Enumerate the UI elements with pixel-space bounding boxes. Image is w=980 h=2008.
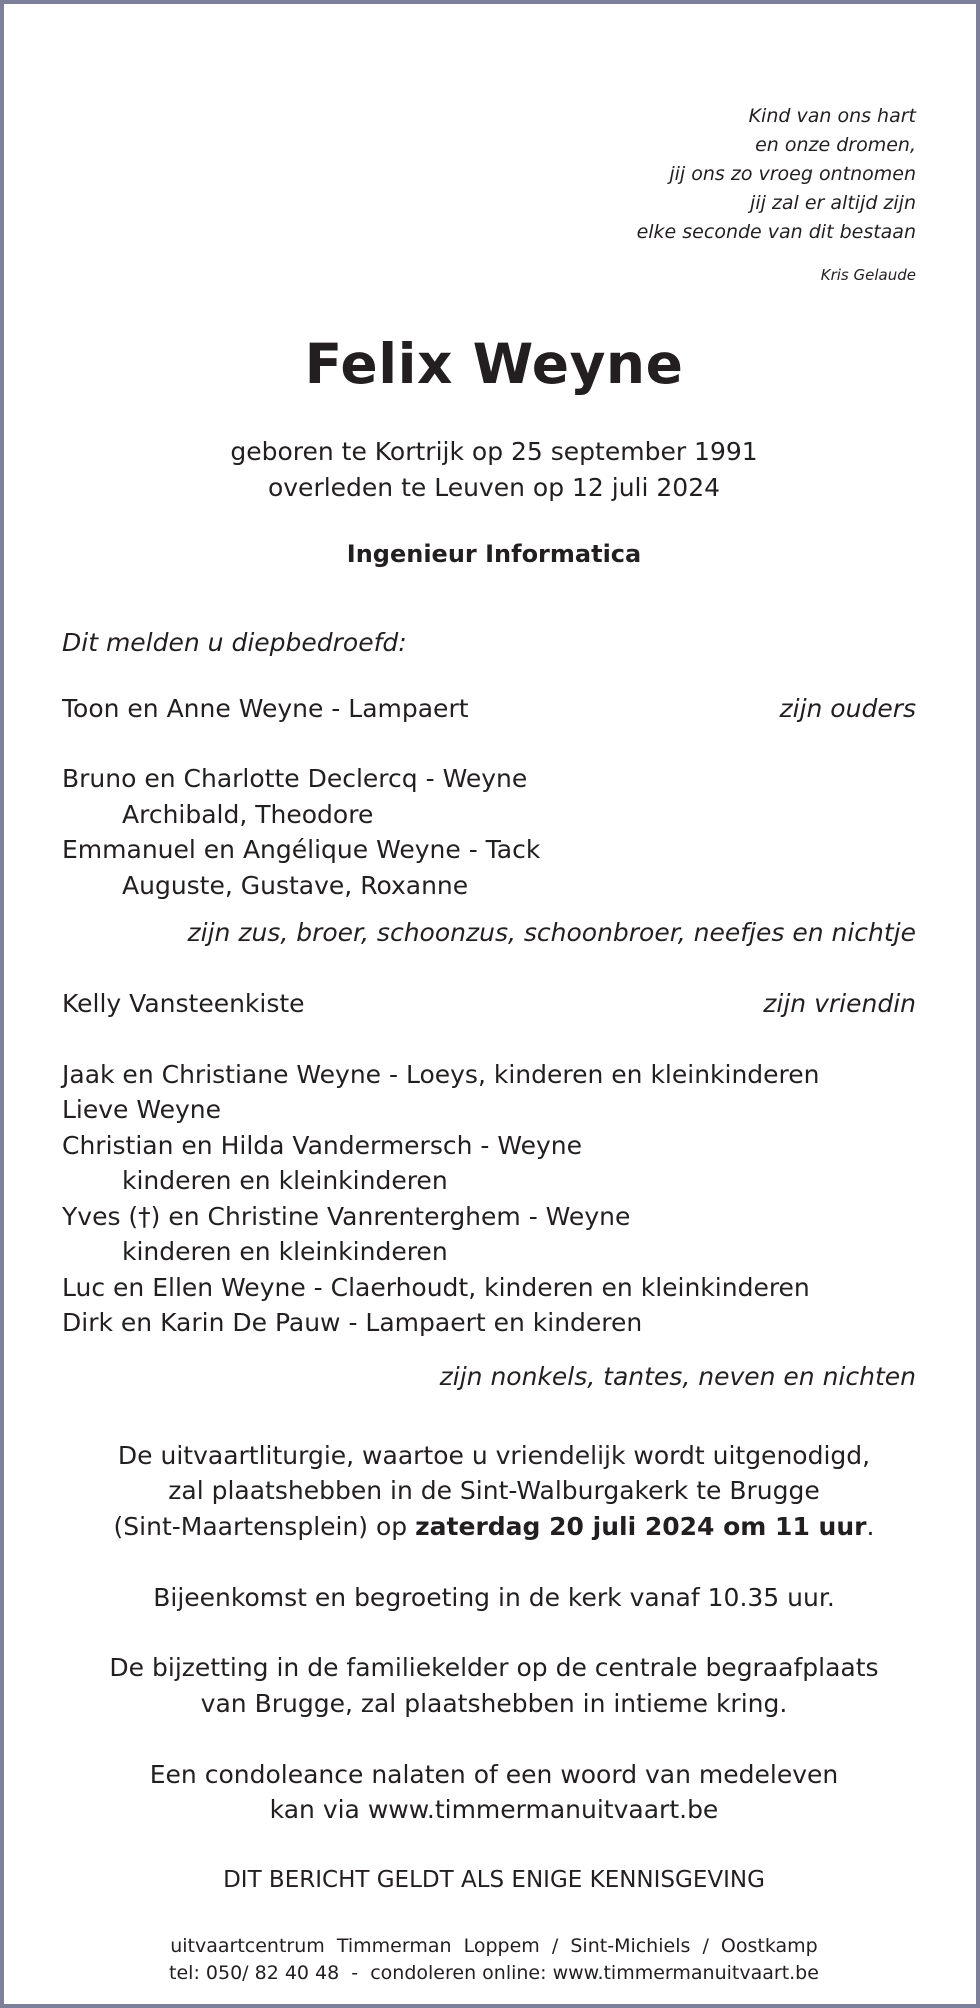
poem-line: jij ons zo vroeg ontnomen (669, 163, 916, 185)
relative-line: Luc en Ellen Weyne - Claerhoudt, kinderen en kleinkinderen (62, 1273, 810, 1302)
relatives-relation: zijn nonkels, tantes, neven en nichten (439, 1362, 916, 1391)
siblings-relation: zijn zus, broer, schoonzus, schoonbroer, neefjes en nichtje (187, 918, 916, 947)
poem-line: elke seconde van dit bestaan (636, 221, 916, 243)
parents-relation: zijn ouders (779, 694, 916, 723)
funeral-text: (Sint-Maartensplein) op (113, 1512, 416, 1541)
burial-line: van Brugge, zal plaatshebben in intieme kring. (200, 1689, 788, 1718)
poem-line: jij zal er altijd zijn (750, 192, 916, 214)
sibling-children: Archibald, Theodore (122, 800, 374, 829)
deceased-name: Felix Weyne (304, 332, 684, 396)
birth-line: geboren te Kortrijk op 25 september 1991 (230, 437, 758, 466)
funeral-line: zal plaatshebben in de Sint-Walburgakerk te Brugge (168, 1476, 820, 1505)
funeral-line: De uitvaartliturgie, waartoe u vriendelijk wordt uitgenodigd, (117, 1441, 871, 1470)
sibling-line: Bruno en Charlotte Declercq - Weyne (62, 764, 528, 793)
parents-names: Toon en Anne Weyne - Lampaert (62, 694, 469, 723)
death-line: overleden te Leuven op 12 juli 2024 (267, 473, 721, 502)
footer-line: uitvaartcentrum Timmerman Loppem / Sint-Michiels / Oostkamp (170, 1935, 818, 1957)
notice-text: DIT BERICHT GELDT ALS ENIGE KENNISGEVING (223, 1867, 765, 1893)
girlfriend-relation: zijn vriendin (763, 989, 916, 1018)
relative-line: Dirk en Karin De Pauw - Lampaert en kinderen (62, 1308, 643, 1337)
relative-line: Yves (†) en Christine Vanrenterghem - Weyne (62, 1202, 631, 1231)
life-dates (4, 434, 980, 506)
burial-line: De bijzetting in de familiekelder op de centrale begraafplaats (109, 1653, 879, 1682)
footer-line: tel: 050/ 82 40 48 - condoleren online: www.timmermanuitvaart.be (169, 1962, 819, 1984)
poem-author: Kris Gelaude (820, 266, 916, 284)
funeral-line (4, 1512, 980, 1541)
relative-line: Christian en Hilda Vandermersch - Weyne (62, 1131, 583, 1160)
funeral-date: zaterdag 20 juli 2024 om 11 uur (415, 1512, 867, 1541)
occupation: Ingenieur Informatica (346, 540, 642, 568)
sibling-line: Emmanuel en Angélique Weyne - Tack (62, 835, 541, 864)
gathering-text: Bijeenkomst en begroeting in de kerk vanaf 10.35 uur. (153, 1583, 835, 1612)
poem (637, 102, 916, 247)
sibling-children: Auguste, Gustave, Roxanne (122, 871, 469, 900)
funeral-text: . (866, 1512, 875, 1541)
condolence-line: kan via www.timmermanuitvaart.be (269, 1795, 719, 1824)
poem-line: en onze dromen, (755, 134, 916, 156)
poem-line: Kind van ons hart (748, 105, 916, 127)
relative-line: kinderen en kleinkinderen (122, 1166, 448, 1195)
relative-line: Lieve Weyne (62, 1095, 222, 1124)
relative-line: Jaak en Christiane Weyne - Loeys, kinderen en kleinkinderen (62, 1060, 820, 1089)
relative-line: kinderen en kleinkinderen (122, 1237, 448, 1266)
condolence-line: Een condoleance nalaten of een woord van medeleven (149, 1760, 839, 1789)
girlfriend-name: Kelly Vansteenkiste (62, 989, 305, 1018)
intro-text: Dit melden u diepbedroefd: (62, 628, 407, 657)
